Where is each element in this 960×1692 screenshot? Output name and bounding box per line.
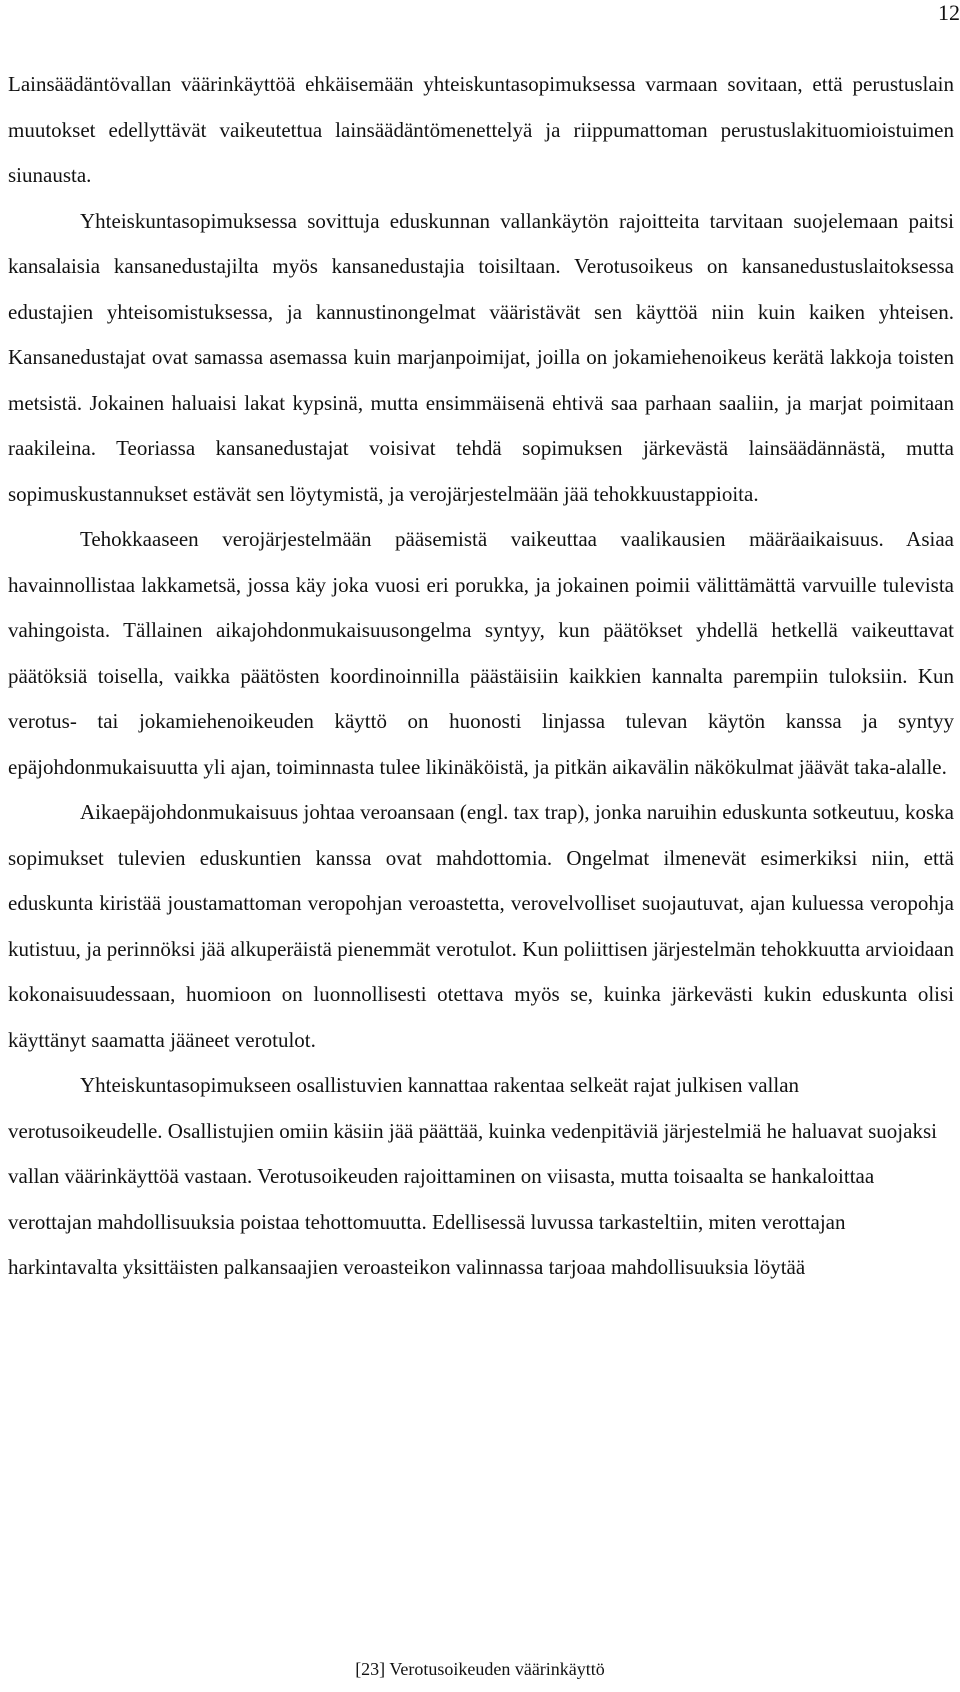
paragraph-5: Yhteiskuntasopimukseen osallistuvien kannattaa rakentaa selkeät rajat julkisen vallan verotusoikeudelle. Osallistujien omiin käsiin jää päättää, kuinka vedenpitäviä järjestelmiä he haluavat suojaksi vallan väärinkäyttöä vastaan. Verotusoikeuden rajoittaminen on viisasta, mutta toisaalta se hankaloittaa verottajan mahdollisuuksia poistaa tehottomuutta. Edellisessä luvussa tarkasteltiin, miten verottajan harkintavalta yksittäisten palkansaajien veroasteikon valinnassa tarjoaa mahdollisuuksia löytää — [8, 1073, 937, 1279]
page-footer: [23] Verotusoikeuden väärinkäyttö — [355, 1659, 605, 1679]
paragraph-3: Tehokkaaseen verojärjestelmään pääsemistä vaikeuttaa vaalikausien määräaikaisuus. Asiaa havainnollistaa lakkametsä, jossa käy joka vuosi eri porukka, ja jokainen poimii välittämättä varvuille tulevista vahingoista. Tällainen aikajohdonmukaisuusongelma syntyy, kun päätökset yhdellä hetkellä vaikeuttavat päätöksiä toisella, vaikka päätösten koordinoinnilla päästäisiin kaikkien kannalta parempiin tuloksiin. Kun verotus- tai jokamiehenoikeuden käyttö on huonosti linjassa tulevan käytön kanssa ja syntyy epäjohdonmukaisuutta yli ajan, toiminnasta tulee likinäköistä, ja pitkän aikavälin näkökulmat jäävät taka-alalle. — [8, 527, 954, 779]
document-body — [8, 62, 954, 1291]
paragraph-2: Yhteiskuntasopimuksessa sovittuja eduskunnan vallankäytön rajoitteita tarvitaan suojelemaan paitsi kansalaisia kansanedustajilta myös kansanedustajia toisiltaan. Verotusoikeus on kansanedustuslaitoksessa edustajien yhteisomistuksessa, ja kannustinongelmat vääristävät sen käyttöä niin kuin kaiken yhteisen. Kansanedustajat ovat samassa asemassa kuin marjanpoimijat, joilla on jokamiehenoikeus kerätä lakkoja toisten metsistä. Jokainen haluaisi lakat kypsinä, mutta ensimmäisenä ehtivä saa parhaan saaliin, ja marjat poimitaan raakileina. Teoriassa kansanedustajat voisivat tehdä sopimuksen järkevästä lainsäädännästä, mutta sopimuskustannukset estävät sen löytymistä, ja verojärjestelmään jää tehokkuustappioita. — [8, 208, 954, 506]
paragraph-1: Lainsäädäntövallan väärinkäyttöä ehkäisemään yhteiskuntasopimuksessa varmaan sovitaan, että perustuslain muutokset edellyttävät vaikeutettua lainsäädäntömenettelyä ja riippumattoman perustuslakituomioistuimen siunausta. — [8, 72, 954, 187]
paragraph-4: Aikaepäjohdonmukaisuus johtaa veroansaan (engl. tax trap), jonka naruihin eduskunta sotkeutuu, koska sopimukset tulevien eduskuntien kanssa ovat mahdottomia. Ongelmat ilmenevät esimerkiksi niin, että eduskunta kiristää joustamattoman veropohjan veroastetta, verovelvolliset suojautuvat, ajan kuluessa veropohja kutistuu, ja perinnöksi jää alkuperäistä pienemmät verotulot. Kun poliittisen järjestelmän tehokkuutta arvioidaan kokonaisuudessaan, huomioon on luonnollisesti otettava myös se, kuinka järkevästi kukin eduskunta olisi käyttänyt saamatta jääneet verotulot. — [8, 800, 954, 1052]
page-number: 12 — [938, 0, 960, 25]
